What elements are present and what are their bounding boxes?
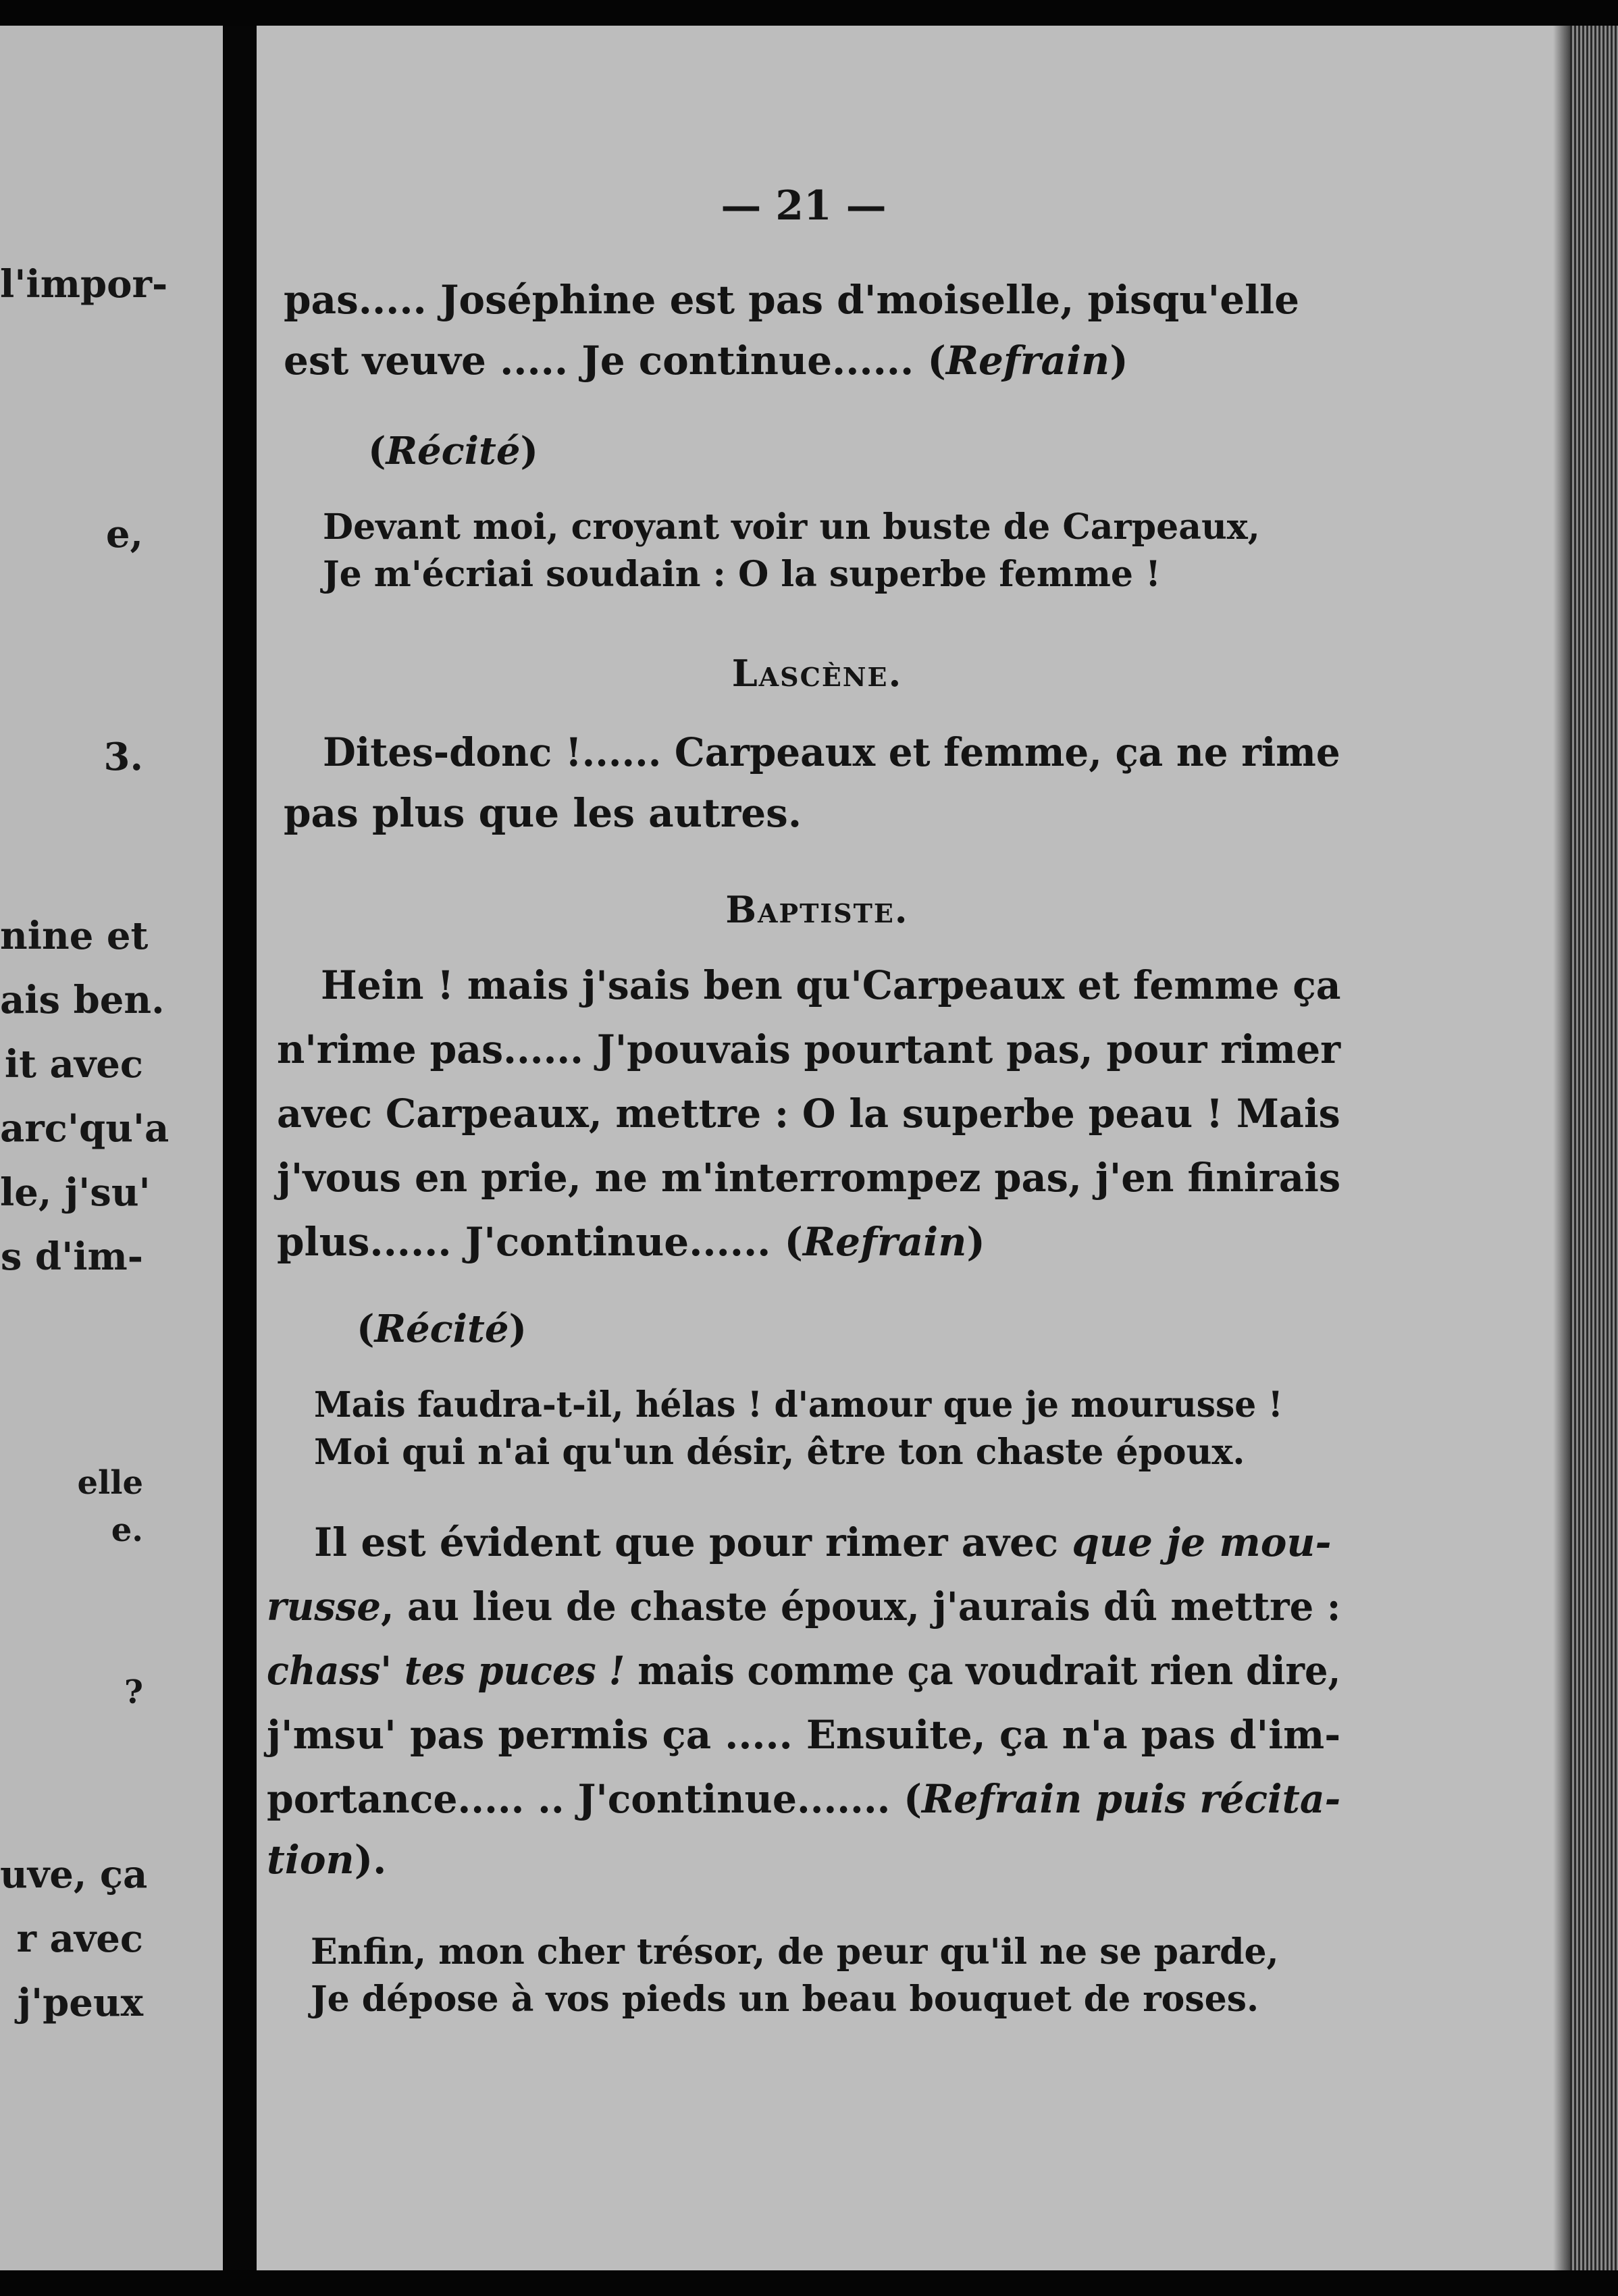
text-line: n'rime pas...... J'pouvais pourtant pas, pour rimer (277, 1026, 1341, 1072)
left-fragment: le, j'su' (0, 1170, 151, 1215)
left-fragment: e, (105, 512, 143, 556)
verse-line: Moi qui n'ai qu'un désir, être ton chaste époux. (314, 1432, 1245, 1473)
verse-line: Mais faudra-t-il, hélas ! d'amour que je mourusse ! (314, 1384, 1283, 1426)
verse-line: Enfin, mon cher trésor, de peur qu'il ne se parde, (311, 1931, 1279, 1973)
book-gutter (223, 26, 257, 2274)
left-fragment: l'impor- (0, 262, 168, 307)
text-line: portance..... .. J'continue....... (Refrain puis récita- (267, 1776, 1341, 1822)
text-line: j'vous en prie, ne m'interrompez pas, j'en finirais (277, 1155, 1341, 1201)
left-fragment: ? (124, 1673, 143, 1711)
left-fragment: j'peux (17, 1981, 143, 2025)
text-line: pas plus que les autres. (284, 790, 802, 836)
page-edge-shadow (1553, 26, 1570, 2274)
verse-line: Je dépose à vos pieds un beau bouquet de roses. (311, 1979, 1259, 2020)
left-fragment: e. (111, 1511, 143, 1549)
left-fragment: s d'im- (0, 1234, 143, 1279)
left-page-edge (0, 26, 223, 2274)
left-fragment: ais ben. (0, 978, 165, 1022)
text-line: plus...... J'continue...... (Refrain) (277, 1219, 985, 1265)
left-fragment: elle (77, 1464, 143, 1502)
text-line: Dites-donc !...... Carpeaux et femme, ça ne rime (323, 729, 1340, 775)
scan-top-border (0, 0, 1618, 28)
page-number: — 21 — (721, 182, 887, 230)
speaker-name: Baptiste. (725, 888, 909, 931)
text-line: j'msu' pas permis ça ..... Ensuite, ça n'a pas d'im- (267, 1712, 1341, 1758)
left-fragment: arc'qu'a (0, 1106, 169, 1151)
left-fragment: nine et (0, 914, 149, 958)
speaker-name: Lascène. (731, 652, 903, 695)
text-line: tion). (267, 1837, 387, 1883)
text-line: Hein ! mais j'sais ben qu'Carpeaux et femme ça (321, 962, 1341, 1008)
book-page-stack-edge (1570, 26, 1618, 2274)
verse-line: Je m'écriai soudain : O la superbe femme ! (323, 554, 1161, 595)
text-line: chass' tes puces ! mais comme ça voudrait rien dire, (267, 1648, 1341, 1694)
scan-bottom-border (0, 2270, 1618, 2296)
text-line: Il est évident que pour rimer avec que je mou- (314, 1519, 1332, 1565)
recite-heading: (Récité) (368, 429, 539, 473)
text-line: russe, au lieu de chaste époux, j'aurais dû mettre : (267, 1584, 1341, 1629)
left-fragment: it avec (4, 1042, 143, 1087)
recite-heading: (Récité) (357, 1307, 527, 1351)
text-line: pas..... Joséphine est pas d'moiselle, pisqu'elle (284, 277, 1300, 323)
left-fragment: 3. (103, 735, 143, 779)
text-line: avec Carpeaux, mettre : O la superbe peau ! Mais (277, 1091, 1340, 1137)
left-fragment: r avec (16, 1916, 143, 1961)
verse-line: Devant moi, croyant voir un buste de Carpeaux, (323, 506, 1260, 548)
left-fragment: uve, ça (0, 1852, 148, 1897)
text-line: est veuve ..... Je continue...... (Refrain) (284, 338, 1128, 384)
